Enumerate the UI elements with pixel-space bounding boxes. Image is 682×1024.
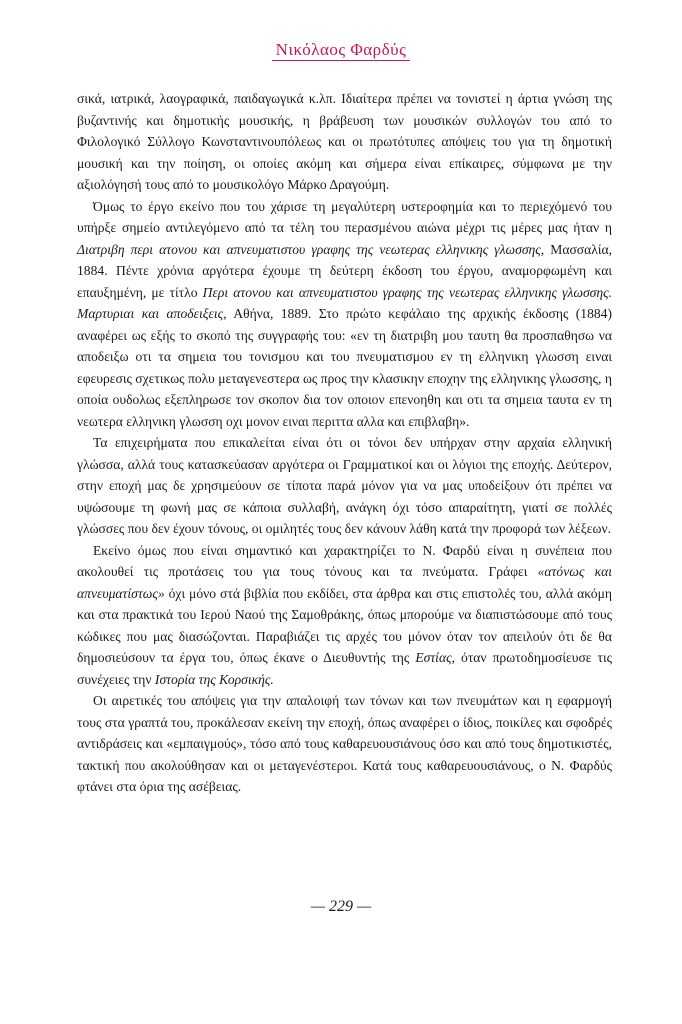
paragraph [77, 432, 612, 540]
text-segment: σικά, ιατρικά, λαογραφικά, παιδαγωγικά κ.λπ. Ιδιαίτερα πρέπει να τονιστεί η άρτια γνώση της βυζαντινής και δημοτικής μουσικής, η βράβευση των μουσικών συλλογών του από το Φιλολογικό Σύλλογο Κωνσταντινουπόλεως και οι πρωτότυπες απόψεις του για τη δημοτική μουσική και την ποίηση, οι οποίες ακόμη και σήμερα είναι επίκαιρες, σύμφωνα με την αξιολόγησή τους από το μουσικολόγο Μάρκο Δραγούμη. [77, 91, 612, 192]
paragraph [77, 690, 612, 798]
text-segment: Εκείνο όμως που είναι σημαντικό και χαρακτηρίζει το Ν. Φαρδύ είναι η συνέπεια που ακολουθεί τις προτάσεις του για τους τόνους και τα πνεύματα. Γράφει [77, 542, 612, 579]
italic-title: Ιστορία της Κορσικής. [154, 671, 274, 687]
page-number: — 229 — [310, 898, 372, 915]
text-segment: , όταν πρωτοδημοσίευσε τις συνέχειες την [77, 650, 612, 687]
italic-quote: «ατόνως και απνευματίστως» [77, 564, 613, 601]
text-segment: , Αθήνα, 1889. Στο πρώτο κεφάλαιο της αρχικής έκδοσης (1884) αναφέρει ως εξής το σκοπό της συγγραφής του: «εν τη διατριβη μου ταυτη θα προσπαθησω να αποδειξω οτι τα σημεια του τονισμου και του πνευματισμου εν τη ελληνικη γλωσση ειναι εφευρεσις σχετικως πολυ μεταγενεστερα ως προς την κλασικην εποχην της ελληνικης γλωσσης, η οποία ουδολως εξεπληρωσε τον σκοπον δια τον οποιον επενοηθη και οτι τα σημεια ταυτα εν τη νεωτερα ελληνικη γλωσση οχι μονον ειναι περιττα αλλα και επιβλαβη». [77, 306, 612, 429]
body-text [77, 88, 612, 798]
text-segment: όχι μόνο στά βιβλία που εκδίδει, στα άρθρα και στις επιστολές του, αλλά ακόμη και στα πρακτικά του Ιερού Ναού της Σαμοθράκης, όπως μπορούμε να διαπιστώσουμε από τους κώδικες που μας διασώζονται. Παραβιάζει τις αρχές του μόνον όταν τον απειλούν ότι δε θα δημοσιεύσουν τα έργα του, όπως έκανε ο Διευθυντής της [77, 585, 612, 665]
running-title: Νικόλαος Φαρδύς [272, 40, 411, 61]
italic-title: Εστίας [415, 650, 452, 665]
text-segment: Οι αιρετικές του απόψεις για την απαλοιφή των τόνων και των πνευμάτων και η εφαρμογή τους στα γραπτά του, προκάλεσαν εκείνη την εποχή, όπως αναφέρει ο ίδιος, ποικίλες και σφοδρές αντιδράσεις και «εμπαιγμούς», τόσο από τους καθαρευουσιάνους όσο και από τους δημοτικιστές, τακτική που ακολούθησαν και οι μεταγενέστεροι. Κατά τους καθαρευουσιάνους, ο Ν. Φαρδύς φτάνει στα όρια της ασέβειας. [77, 693, 612, 794]
paragraph [77, 540, 612, 691]
running-header [0, 40, 682, 60]
text-segment: Τα επιχειρήματα που επικαλείται είναι ότι οι τόνοι δεν υπήρχαν στην αρχαία ελληνική γλώσσα, αλλά τους κατασκεύασαν αργότερα οι Γραμματικοί και οι λόγιοι της εποχής. Δεύτερον, στην εποχή μας δε χρησιμεύουν σε τίποτα παρά μόνον για να μας υποδείξουν ότι πρέπει να υψώσουμε τη φωνή μας σε κάποια συλλαβή, ανάγκη όχι τόσο απαραίτητη, γιατί σε πολλές γλώσσες που δεν έχουν τόνους, οι ομιλητές τους δεν κάνουν λάθη κατά την προφορά των λέξεων. [77, 435, 612, 536]
paragraph [77, 196, 612, 433]
italic-title: Περι ατονου και απνευματιστου γραφης της νεωτερας ελληνικης γλωσσης. Μαρτυριαι και αποδειξεις [77, 284, 613, 321]
text-segment: Όμως το έργο εκείνο που του χάρισε τη μεγαλύτερη υστεροφημία και το περιεχόμενό του υπήρξε σημείο αντιλεγόμενο από τα τέλη του περασμένου αιώνα μέχρι τις μέρες μας ήταν η [77, 198, 612, 235]
text-segment: , Μασσαλία, 1884. Πέντε χρόνια αργότερα έχουμε τη δεύτερη έκδοση του έργου, αναμορφωμένη και επαυξημένη, με τίτλο [77, 241, 612, 300]
italic-title: Διατριβη περι ατονου και απνευματιστου γραφης της νεωτερας ελληνικης γλωσσης [77, 241, 541, 257]
paragraph [77, 88, 612, 196]
